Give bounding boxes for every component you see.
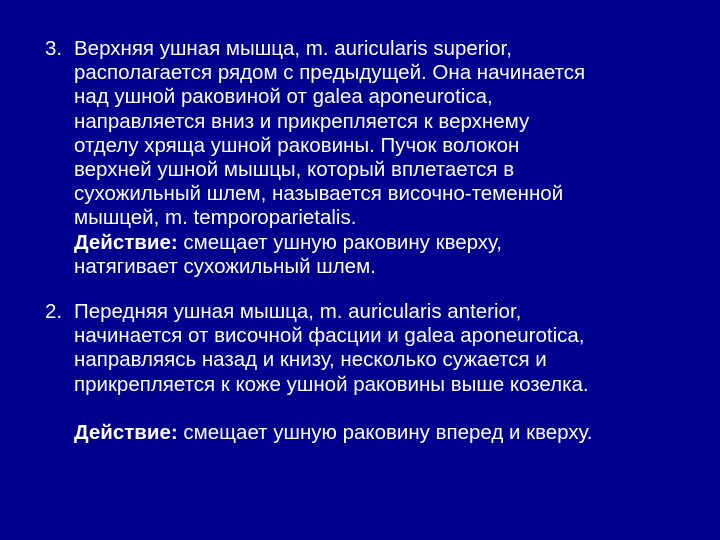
text-line: мышцей, m. temporoparietalis. xyxy=(74,206,357,230)
text-line: прикрепляется к коже ушной раковины выше козелка. xyxy=(74,372,589,396)
action-text-continued: натягивает сухожильный шлем. xyxy=(74,254,376,278)
action-line xyxy=(74,231,695,255)
action-label: Действие: xyxy=(74,421,178,444)
text-line: Передняя ушная мышца, m. auricularis anterior, xyxy=(74,300,522,323)
action-label: Действие: xyxy=(74,230,178,254)
item-number: 3. xyxy=(45,37,63,60)
muscle-item-superior xyxy=(45,37,695,279)
action-text: смещает ушную раковину кверху, xyxy=(177,230,502,254)
item-text xyxy=(74,37,695,279)
item-number: 2. xyxy=(45,300,63,323)
action-line xyxy=(74,421,695,445)
text-line: располагается рядом с предыдущей. Она начинается xyxy=(74,61,586,85)
text-line: над ушной раковиной от galea aponeurotica, xyxy=(74,85,493,109)
text-line: начинается от височной фасции и galea aponeurotica, xyxy=(74,324,585,348)
text-line: сухожильный шлем, называется височно-теменной xyxy=(74,182,564,206)
text-line: направляется вниз и прикрепляется к верхнему xyxy=(74,109,530,133)
text-line: отделу хряща ушной раковины. Пучок волокон xyxy=(74,133,520,157)
spacer xyxy=(74,397,695,421)
action-text: смещает ушную раковину вперед и кверху. xyxy=(177,421,593,444)
text-line: направляясь назад и книзу, несколько сужается и xyxy=(74,348,547,372)
text-line: верхней ушной мышцы, который вплетается в xyxy=(74,158,515,182)
text-line: Верхняя ушная мышца, m. auricularis superior, xyxy=(74,37,512,60)
muscle-item-anterior xyxy=(45,300,695,445)
item-text xyxy=(74,300,695,445)
